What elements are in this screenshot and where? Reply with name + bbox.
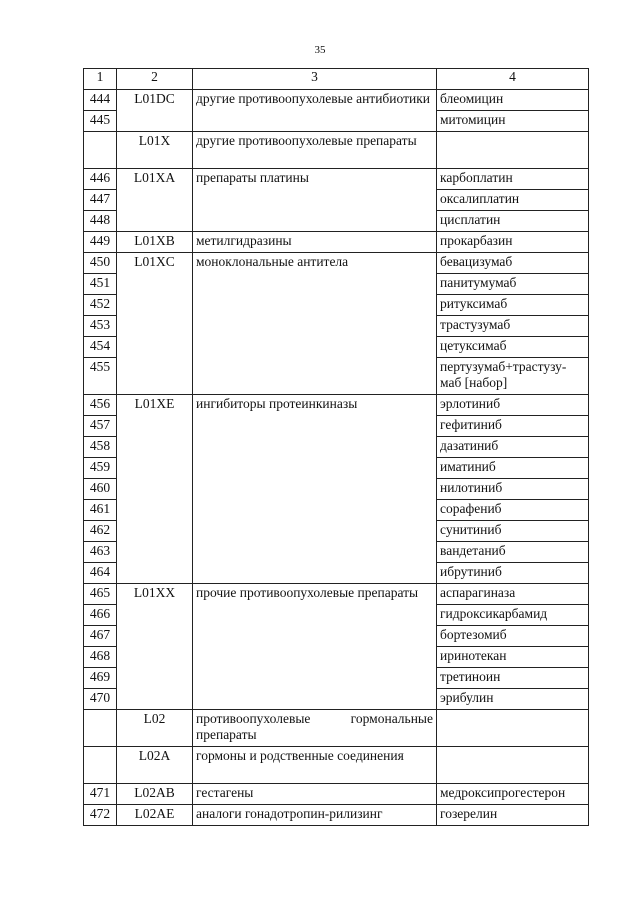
group-name-cell: ингибиторы протеинкиназы bbox=[193, 395, 437, 584]
atc-code-cell: L02A bbox=[117, 747, 193, 784]
group-name-cell: противоопухолевые гормональные препараты bbox=[193, 710, 437, 747]
drug-name-cell: вандетаниб bbox=[437, 542, 589, 563]
row-number-cell: 456 bbox=[84, 395, 117, 416]
group-name-cell: другие противоопухолевые препараты bbox=[193, 132, 437, 169]
table-row bbox=[84, 169, 589, 190]
column-header-3: 3 bbox=[193, 69, 437, 90]
table-row bbox=[84, 710, 589, 747]
drug-name-cell: аспарагиназа bbox=[437, 584, 589, 605]
row-number-cell: 446 bbox=[84, 169, 117, 190]
row-number-cell bbox=[84, 747, 117, 784]
row-number-cell: 466 bbox=[84, 605, 117, 626]
atc-code-cell: L01XB bbox=[117, 232, 193, 253]
table-row bbox=[84, 395, 589, 416]
drug-table bbox=[83, 68, 589, 826]
drug-name-cell: оксалиплатин bbox=[437, 190, 589, 211]
group-name-cell: прочие противоопухолевые препараты bbox=[193, 584, 437, 710]
drug-name-cell: эрибулин bbox=[437, 689, 589, 710]
drug-name-cell: бортезомиб bbox=[437, 626, 589, 647]
row-number-cell: 464 bbox=[84, 563, 117, 584]
row-number-cell: 470 bbox=[84, 689, 117, 710]
atc-code-cell: L01DC bbox=[117, 90, 193, 132]
group-name-cell: препараты платины bbox=[193, 169, 437, 232]
drug-name-cell: иматиниб bbox=[437, 458, 589, 479]
group-name-cell: другие противоопухолевые антибиотики bbox=[193, 90, 437, 132]
group-name-cell: аналоги гонадотропин-рилизинг bbox=[193, 805, 437, 826]
drug-name-cell: цисплатин bbox=[437, 211, 589, 232]
drug-name-cell: гефитиниб bbox=[437, 416, 589, 437]
group-name-cell: гормоны и родственные соединения bbox=[193, 747, 437, 784]
atc-code-cell: L01XC bbox=[117, 253, 193, 395]
table-row bbox=[84, 584, 589, 605]
row-number-cell bbox=[84, 132, 117, 169]
row-number-cell: 448 bbox=[84, 211, 117, 232]
table-row bbox=[84, 253, 589, 274]
drug-name-cell bbox=[437, 710, 589, 747]
atc-code-cell: L02AB bbox=[117, 784, 193, 805]
table-row bbox=[84, 90, 589, 111]
column-header-1: 1 bbox=[84, 69, 117, 90]
row-number-cell: 444 bbox=[84, 90, 117, 111]
table-row bbox=[84, 805, 589, 826]
atc-code-cell: L02AE bbox=[117, 805, 193, 826]
drug-name-cell: трастузумаб bbox=[437, 316, 589, 337]
row-number-cell: 447 bbox=[84, 190, 117, 211]
drug-name-cell: эрлотиниб bbox=[437, 395, 589, 416]
page-number: 35 bbox=[314, 44, 326, 56]
row-number-cell: 472 bbox=[84, 805, 117, 826]
table-row bbox=[84, 784, 589, 805]
table-row bbox=[84, 132, 589, 169]
table-row bbox=[84, 232, 589, 253]
drug-name-cell: гидроксикарбамид bbox=[437, 605, 589, 626]
row-number-cell: 445 bbox=[84, 111, 117, 132]
table-row bbox=[84, 747, 589, 784]
drug-name-cell: ибрутиниб bbox=[437, 563, 589, 584]
row-number-cell: 460 bbox=[84, 479, 117, 500]
row-number-cell: 469 bbox=[84, 668, 117, 689]
drug-name-cell: сорафениб bbox=[437, 500, 589, 521]
drug-name-cell: митомицин bbox=[437, 111, 589, 132]
row-number-cell: 450 bbox=[84, 253, 117, 274]
drug-name-cell: иринотекан bbox=[437, 647, 589, 668]
atc-code-cell: L01XA bbox=[117, 169, 193, 232]
row-number-cell: 467 bbox=[84, 626, 117, 647]
table-body bbox=[84, 90, 589, 826]
atc-code-cell: L01XX bbox=[117, 584, 193, 710]
row-number-cell bbox=[84, 710, 117, 747]
drug-name-cell bbox=[437, 132, 589, 169]
column-header-4: 4 bbox=[437, 69, 589, 90]
row-number-cell: 449 bbox=[84, 232, 117, 253]
table-header-row bbox=[84, 69, 589, 90]
drug-name-cell: пертузумаб+трастузу-маб [набор] bbox=[437, 358, 589, 395]
drug-name-cell: бевацизумаб bbox=[437, 253, 589, 274]
column-header-2: 2 bbox=[117, 69, 193, 90]
drug-name-cell: карбоплатин bbox=[437, 169, 589, 190]
drug-name-cell: панитумумаб bbox=[437, 274, 589, 295]
row-number-cell: 462 bbox=[84, 521, 117, 542]
row-number-cell: 468 bbox=[84, 647, 117, 668]
row-number-cell: 463 bbox=[84, 542, 117, 563]
row-number-cell: 465 bbox=[84, 584, 117, 605]
row-number-cell: 471 bbox=[84, 784, 117, 805]
drug-name-cell bbox=[437, 747, 589, 784]
drug-name-cell: нилотиниб bbox=[437, 479, 589, 500]
row-number-cell: 453 bbox=[84, 316, 117, 337]
row-number-cell: 461 bbox=[84, 500, 117, 521]
drug-name-cell: прокарбазин bbox=[437, 232, 589, 253]
drug-name-cell: медроксипрогестерон bbox=[437, 784, 589, 805]
group-name-cell: гестагены bbox=[193, 784, 437, 805]
row-number-cell: 452 bbox=[84, 295, 117, 316]
drug-name-cell: гозерелин bbox=[437, 805, 589, 826]
row-number-cell: 455 bbox=[84, 358, 117, 395]
group-name-cell: моноклональные антитела bbox=[193, 253, 437, 395]
drug-name-cell: сунитиниб bbox=[437, 521, 589, 542]
atc-code-cell: L01XE bbox=[117, 395, 193, 584]
row-number-cell: 454 bbox=[84, 337, 117, 358]
drug-name-cell: ритуксимаб bbox=[437, 295, 589, 316]
atc-code-cell: L01X bbox=[117, 132, 193, 169]
row-number-cell: 451 bbox=[84, 274, 117, 295]
drug-name-cell: дазатиниб bbox=[437, 437, 589, 458]
drug-name-cell: блеомицин bbox=[437, 90, 589, 111]
group-name-cell: метилгидразины bbox=[193, 232, 437, 253]
row-number-cell: 459 bbox=[84, 458, 117, 479]
row-number-cell: 458 bbox=[84, 437, 117, 458]
atc-code-cell: L02 bbox=[117, 710, 193, 747]
drug-name-cell: третиноин bbox=[437, 668, 589, 689]
row-number-cell: 457 bbox=[84, 416, 117, 437]
drug-name-cell: цетуксимаб bbox=[437, 337, 589, 358]
